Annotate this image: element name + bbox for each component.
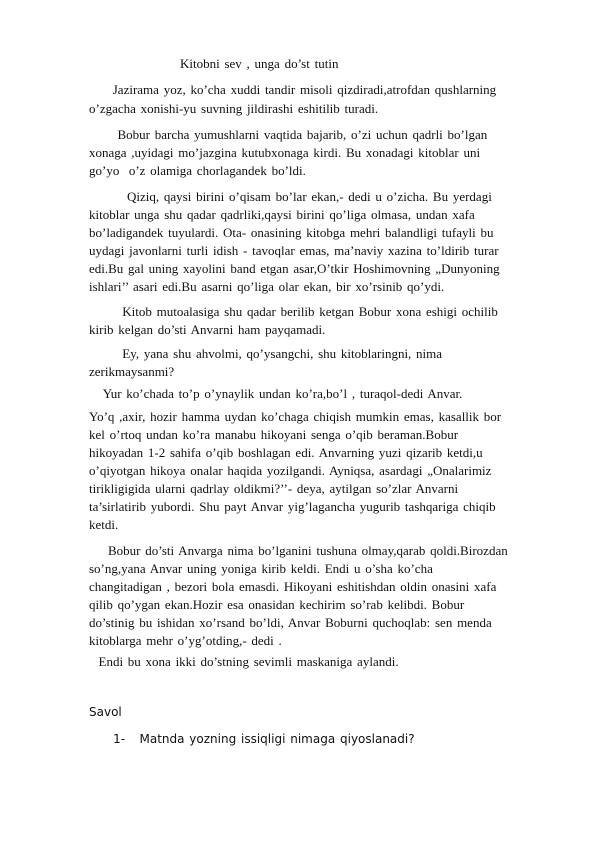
savol-heading: Savol [89, 705, 122, 719]
text-line: ketdi. [89, 517, 119, 532]
text-line: so’ng,yana Anvar uning yoniga kirib keldi. Endi u o’sha ko’cha [89, 561, 433, 576]
text-line: uydagi javonlarni turli idish - tavoqlar emas, ma’naviy xazina to’ldirib turar [89, 243, 499, 258]
text-line: changitadigan , bezori bola emasdi. Hikoyani eshitishdan oldin onasini xafa [89, 579, 497, 594]
text-line: o’qiyotgan hikoya onalar haqida yozilgandi. Ayniqsa, asardagi „Onalarimiz [89, 463, 492, 478]
text-line: Yur ko’chada to’p o’ynaylik undan ko’ra,bo’l , turaqol-dedi Anvar. [89, 386, 463, 401]
text-line: Kitob mutoalasiga shu qadar berilib ketgan Bobur xona eshigi ochilib [89, 304, 498, 319]
text-line: do’stinig bu ishidan xo’rsand bo’ldi, Anvar Boburni quchoqlab: sen menda [89, 615, 492, 630]
text-line: kitoblarga mehr o’yg’otding,- dedi . [89, 633, 282, 648]
text-line: kel o’rtoq undan ko’ra manabu hikoyani senga o’qib beraman.Bobur [89, 427, 459, 442]
text-line: Bobur barcha yumushlarni vaqtida bajarib, o’zi uchun qadrli bo’lgan [89, 127, 488, 142]
text-line: xonaga ,uyidagi mo’jazgina kutubxonaga kirdi. Bu xonadagi kitoblar uni [89, 145, 481, 160]
text-line: Bobur do’sti Anvarga nima bo’lganini tushuna olmay,qarab qoldi.Birozdan [89, 543, 508, 558]
text-line: Endi bu xona ikki do’stning sevimli maskaniga aylandi. [89, 654, 399, 669]
text-line: Yo’q ,axir, hozir hamma uydan ko’chaga chiqish mumkin emas, kasallik bor [89, 409, 502, 424]
text-line: Qiziq, qaysi birini o’qisam bo’lar ekan,- dedi u o’zicha. Bu yerdagi [89, 189, 492, 204]
text-line: kirib kelgan do’sti Anvarni ham payqamadi. [89, 322, 326, 337]
text-line: qilib qo’ygan ekan.Hozir esa onasidan kechirim so’rab kelibdi. Bobur [89, 597, 465, 612]
text-line: tirikligigida ularni qadrlay oldikmi?’’- deya, aytilgan so’zlar Anvarni [89, 481, 459, 496]
text-line: edi.Bu gal uning xayolini band etgan asar,O’tkir Hoshimovning „Dunyoning [89, 261, 500, 276]
text-line: Ey, yana shu ahvolmi, qo’ysangchi, shu kitoblaringni, nima [89, 346, 443, 361]
text-line: ishlari’’ asari edi.Bu asarni qo’liga olar ekan, bir xo’rsinib qo’ydi. [89, 279, 445, 294]
text-line: zerikmaysanmi? [89, 364, 175, 379]
text-line: kitoblar unga shu qadar qadrliki,qaysi birini qo’liga olmasa, undan xafa [89, 207, 475, 222]
text-line: Jazirama yoz, ko’cha xuddi tandir misoli qizdiradi,atrofdan qushlarning [89, 82, 497, 97]
text-line: bo’ladigandek tuyulardi. Ota- onasining kitobga mehri balandligi tufayli bu [89, 225, 494, 240]
text-line: ta’sirlatirib yubordi. Shu payt Anvar yig’lagancha yugurib tashqariga chiqib [89, 499, 496, 514]
question-item: 1- Matnda yozning issiqligi nimaga qiyoslanadi? [89, 732, 415, 746]
document-title: Kitobni sev , unga do’st tutin [180, 56, 339, 71]
text-line: o’zgacha xonishi-yu suvning jildirashi eshitilib turadi. [89, 101, 379, 116]
text-line: go’yo o’z olamiga chorlagandek bo’ldi. [89, 163, 306, 178]
text-line: hikoyadan 1-2 sahifa o’qib boshlagan edi. Anvarning yuzi qizarib ketdi,u [89, 445, 483, 460]
